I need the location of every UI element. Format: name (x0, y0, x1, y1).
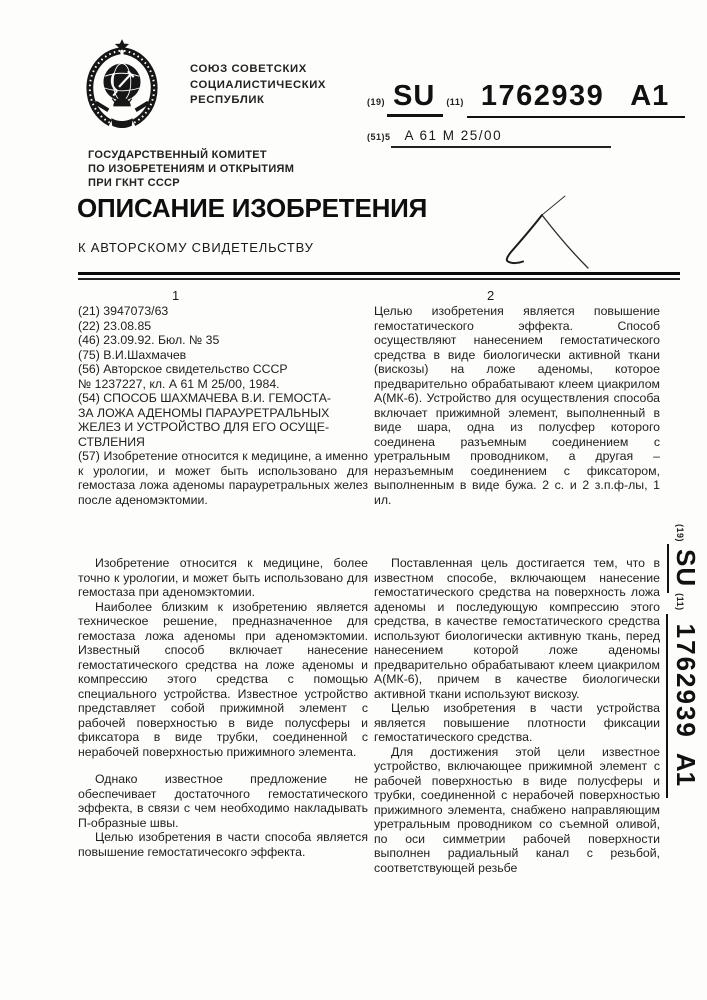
sidebar-document-id (655, 524, 701, 880)
publication-number-group (666, 614, 701, 798)
column-marker-2: 2 (487, 288, 495, 303)
committee-line: ГОСУДАРСТВЕННЫЙ КОМИТЕТ (88, 149, 267, 161)
biblio-publication-date: (46) 23.09.92. Бюл. № 35 (78, 333, 220, 347)
publication-number: 1762939 (671, 623, 701, 739)
body-paragraph: Целью изобретения в части способа является повышение гемостатичесокго эффекта. (78, 830, 368, 859)
biblio-filing-date: (22) 23.08.85 (78, 318, 152, 333)
union-line: СОЮЗ СОВЕТСКИХ (190, 63, 307, 75)
biblio-column (78, 304, 368, 507)
biblio-inventor: (75) В.И.Шахмачев (78, 347, 187, 362)
kind-code: A1 (630, 80, 670, 112)
abstract-column (374, 304, 660, 507)
country-code: SU (667, 544, 701, 593)
publication-number-group (467, 80, 685, 118)
publication-number: 1762939 (480, 80, 605, 112)
pen-scribble-mark (500, 190, 600, 275)
committee-line: ПРИ ГКНТ СССР (88, 177, 180, 189)
biblio-application-number: (21) 3947073/63 (78, 304, 169, 318)
ipc-class: A 61 M 25/00 (391, 128, 611, 148)
document-id-row (367, 80, 685, 118)
ipc-row (367, 128, 611, 148)
abstract-paragraph-left: (57) Изобретение относится к медицине, а именно к урологии, и может быть использовано для гемостаза ложа аденомы парауретральных желез после аденомэктомии. (78, 449, 368, 507)
union-line: РЕСПУБЛИК (190, 94, 265, 106)
code-11-label: (11) (675, 593, 685, 611)
document-title: ОПИСАНИЕ ИЗОБРЕТЕНИЯ (77, 193, 428, 223)
header-divider (78, 272, 680, 280)
body-paragraph: Целью изобретения в части устройства является повышение плотности фиксации гемостатического средства. (374, 701, 660, 744)
abstract-paragraph-right: Целью изобретения является повышение гемостатического эффекта. Способ осуществляют нанесением гемостатического средства в виде биологически активной ткани (вискозы) на ложе аденомы, которое предварительно обрабатывают клеем циакрилом А(МК-6). Устройство для осуществления способа включает прижимной элемент, выполненный в виде шара, одна из полусфер которого соединена разъемным соединением с уретральным проводником, а другая – неразъемным соединением с фиксатором, выполненным в виде бужа. 2 с. и 2 з.п.ф-лы, 1 ил. (374, 304, 660, 507)
document-subtitle: К АВТОРСКОМУ СВИДЕТЕЛЬСТВУ (78, 240, 314, 255)
body-paragraph: Наиболее близким к изобретению является техническое решение, предназначенное для гемостаза ложа аденомы при аденомэктомии. Известный способ включает нанесение гемостатического средства на ложе аденомы и компрессию этого средства с помощью специального устройства. Известное устройство представляет собой прижимной элемент с рабочей поверхностью в виде полусферы и фиксатора в виде трубки, соединенной с нерабочей поверхностью прижимного элемента. (78, 599, 368, 759)
invention-title-line: ЗА ЛОЖА АДЕНОМЫ ПАРАУРЕТРАЛЬНЫХ (78, 405, 330, 420)
description-column-right (374, 556, 660, 875)
biblio-reference-1: (56) Авторское свидетельство СССР (78, 362, 288, 376)
biblio-reference-2: № 1237227, кл. А 61 М 25/00, 1984. (78, 376, 280, 391)
committee-line: ПО ИЗОБРЕТЕНИЯМ И ОТКРЫТИЯМ (88, 163, 295, 175)
ussr-coat-of-arms-icon (83, 38, 161, 128)
body-paragraph: Для достижения этой цели известное устройство, включающее прижимной элемент с рабочей поверхностью в виде полусферы и трубки, соединенной с нерабочей поверхностью прижимного элемента, снабжено направляющим уретральным проводником со съемной оливой, по оси симметрии рабочей поверхности выполнен радиальный канал с резьбой, соответствующей резьбе (374, 744, 660, 875)
body-paragraph: Изобретение относится к медицине, более точно к урологии, и может быть использовано для гемостаза при аденомэктомии. (78, 556, 368, 599)
committee-name (88, 148, 294, 190)
code-19-label: (19) (367, 97, 386, 107)
bibliographic-section (78, 304, 660, 507)
union-line: СОЦИАЛИСТИЧЕСКИХ (190, 78, 327, 91)
description-section (78, 556, 660, 875)
code-51-label: (51)5 (367, 132, 391, 142)
kind-code: A1 (671, 752, 701, 787)
union-name (190, 62, 326, 109)
invention-title-line: СТВЛЕНИЯ (78, 434, 145, 449)
body-paragraph: Поставленная цель достигается тем, что в известном способе, включающем нанесение гемостатического средства на поверхность ложа аденомы и последующую компрессию этого средства, в качестве гемостатического средства используют биологически активную ткань, перед нанесением которой ложе аденомы предварительно обрабатывают клеем циакрилом А(МК-6), причем в качестве биологически активной ткани используют вискозу. (374, 556, 660, 701)
invention-title-line: (54) СПОСОБ ШАХМАЧЕВА В.И. ГЕМОСТА- (78, 391, 332, 405)
code-11-label: (11) (446, 97, 464, 107)
body-paragraph: Однако известное предложение не обеспечивает достаточного гемостатического эффекта, в связи с чем необходимо накладывать П-образные швы. (78, 772, 368, 830)
description-column-left (78, 556, 368, 875)
country-code: SU (387, 80, 443, 117)
code-19-label: (19) (675, 524, 685, 543)
invention-title-line: ЖЕЛЕЗ И УСТРОЙСТВО ДЛЯ ЕГО ОСУЩЕ- (78, 420, 330, 434)
column-marker-1: 1 (172, 288, 180, 303)
